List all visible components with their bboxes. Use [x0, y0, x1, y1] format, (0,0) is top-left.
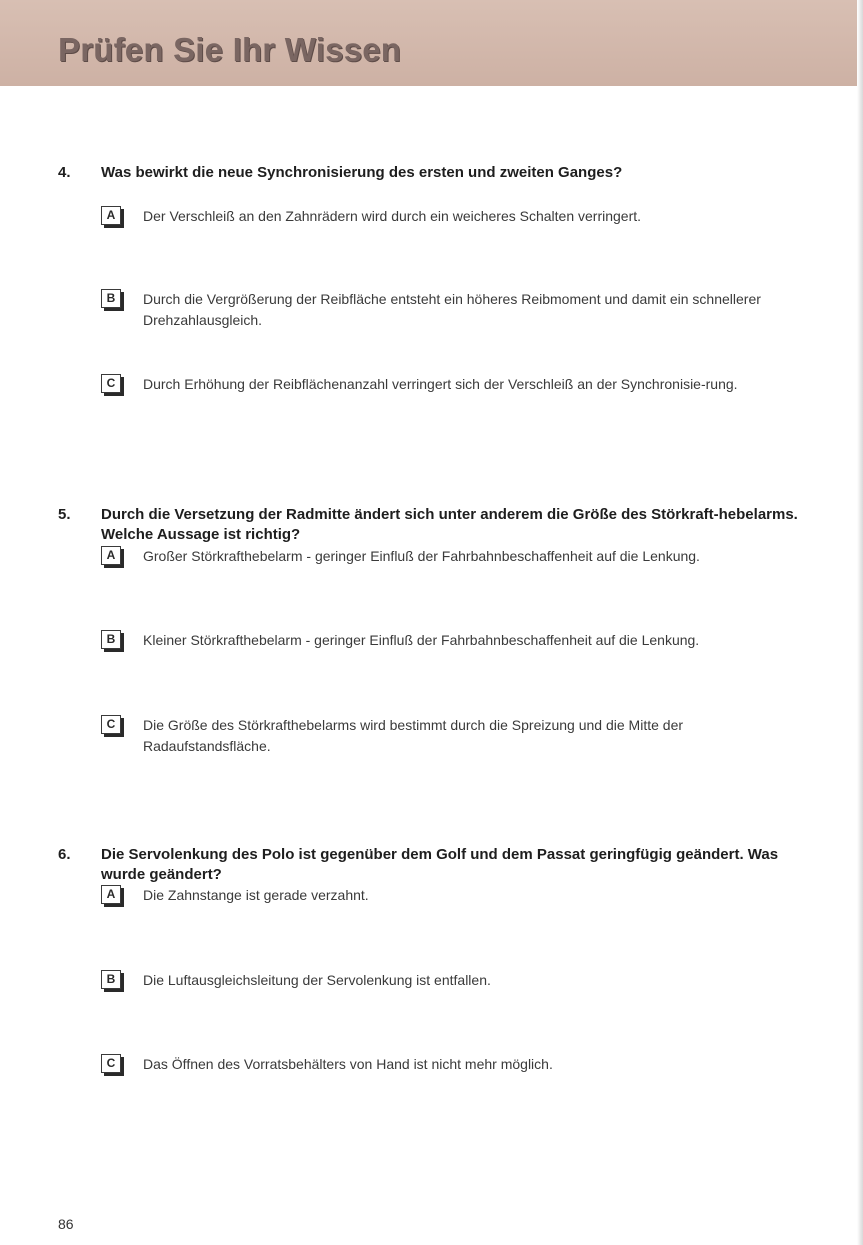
answer-option-a[interactable]	[101, 206, 811, 227]
question-number: 4.	[58, 164, 71, 181]
answer-option-c[interactable]	[101, 1054, 811, 1075]
option-text: Durch die Vergrößerung der Reibfläche entsteht ein höheres Reibmoment und damit ein schnellerer Drehzahlausgleich.	[143, 291, 761, 328]
option-letter-box[interactable]: A	[101, 885, 121, 904]
page-number: 86	[58, 1216, 74, 1232]
option-letter-box[interactable]: C	[101, 1054, 121, 1073]
option-letter-box[interactable]: C	[101, 374, 121, 393]
option-text: Durch Erhöhung der Reibflächenanzahl verringert sich der Verschleiß an der Synchronisie-rung.	[143, 376, 738, 392]
answer-option-b[interactable]	[101, 289, 811, 331]
question-number: 5.	[58, 506, 71, 523]
option-letter-box[interactable]: B	[101, 289, 121, 308]
question-heading	[58, 505, 818, 545]
page-title: Prüfen Sie Ihr Wissen	[58, 31, 402, 68]
option-letter-box[interactable]: A	[101, 206, 121, 225]
question-number: 6.	[58, 846, 71, 863]
option-text: Der Verschleiß an den Zahnrädern wird durch ein weicheres Schalten verringert.	[143, 208, 642, 224]
question-4	[58, 163, 818, 392]
answer-option-a[interactable]	[101, 885, 811, 906]
option-text: Die Zahnstange ist gerade verzahnt.	[143, 887, 369, 903]
answer-option-a[interactable]	[101, 546, 811, 567]
option-letter-box[interactable]: B	[101, 630, 121, 649]
header-band	[0, 0, 863, 86]
question-text: Die Servolenkung des Polo ist gegenüber dem Golf und dem Passat geringfügig geändert. Was wurde geändert?	[101, 846, 779, 883]
page-edge-shadow	[857, 0, 863, 1245]
question-text: Was bewirkt die neue Synchronisierung des ersten und zweiten Ganges?	[101, 164, 623, 181]
option-letter-box[interactable]: C	[101, 715, 121, 734]
option-text: Kleiner Störkrafthebelarm - geringer Einfluß der Fahrbahnbeschaffenheit auf die Lenkung.	[143, 632, 700, 648]
question-heading	[58, 163, 818, 183]
option-letter-box[interactable]: B	[101, 970, 121, 989]
option-text: Großer Störkrafthebelarm - geringer Einfluß der Fahrbahnbeschaffenheit auf die Lenkung.	[143, 548, 700, 564]
question-6	[58, 845, 818, 1072]
answer-option-c[interactable]	[101, 715, 811, 757]
question-text: Durch die Versetzung der Radmitte ändert sich unter anderem die Größe des Störkraft-hebelarms. Welche Aussage ist richtig?	[101, 506, 798, 543]
answer-option-b[interactable]	[101, 630, 811, 651]
option-text: Das Öffnen des Vorratsbehälters von Hand ist nicht mehr möglich.	[143, 1056, 553, 1072]
option-text: Die Größe des Störkrafthebelarms wird bestimmt durch die Spreizung und die Mitte der Radaufstandsfläche.	[143, 717, 684, 754]
question-5	[58, 505, 818, 754]
question-heading	[58, 845, 818, 885]
answer-option-b[interactable]	[101, 970, 811, 991]
answer-option-c[interactable]	[101, 374, 811, 395]
option-letter-box[interactable]: A	[101, 546, 121, 565]
option-text: Die Luftausgleichsleitung der Servolenkung ist entfallen.	[143, 972, 491, 988]
